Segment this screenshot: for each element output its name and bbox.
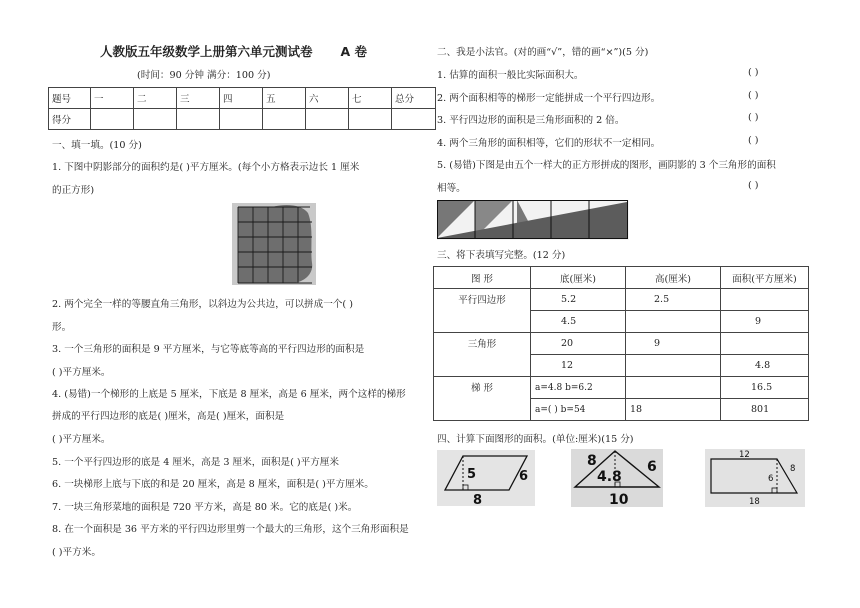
question-text: 5. 一个平行四边形的底是 4 厘米，高是 3 厘米，面积是( )平方厘米 <box>52 457 339 468</box>
score-cell: 七 <box>349 88 392 109</box>
fig2-base: 10 <box>609 492 629 507</box>
table-cell: 4.8 <box>721 355 809 377</box>
section-heading: 三、将下表填写完整。(12 分) <box>437 250 566 261</box>
fig2-right: 6 <box>647 459 657 475</box>
question-text: 2. 两个完全一样的等腰直角三角形，以斜边为公共边，可以拼成一个( ) <box>52 299 353 310</box>
fig3-top: 12 <box>739 450 750 460</box>
answer-paren[interactable]: ( ) <box>748 135 759 146</box>
judge-item: 4. 两个三角形的面积相等，它们的形状不一定相同。 <box>437 138 661 149</box>
table-header: 图 形 <box>434 267 531 289</box>
table-cell[interactable] <box>721 333 809 355</box>
fig1-height: 5 <box>467 467 477 482</box>
table-cell: 9 <box>721 311 809 333</box>
question-text: 8. 在一个面积是 36 平方米的平行四边形里剪一个最大的三角形，这个三角形面积是 <box>52 524 409 535</box>
score-cell: 六 <box>306 88 349 109</box>
score-input-cell[interactable] <box>306 109 349 130</box>
score-input-cell[interactable] <box>177 109 220 130</box>
score-cell: 五 <box>263 88 306 109</box>
question-text: 1. 下图中阴影部分的面积约是( )平方厘米。(每个小方格表示边长 1 厘米 <box>52 162 360 173</box>
question-text: 3. 一个三角形的面积是 9 平方厘米，与它等底等高的平行四边形的面积是 <box>52 344 365 355</box>
fig2-height: 4.8 <box>597 469 622 485</box>
question-text: 拼成的平行四边形的底是( )厘米，高是( )厘米，面积是 <box>52 411 285 422</box>
table-cell: 16.5 <box>721 377 809 399</box>
fig1-side: 6 <box>519 469 529 484</box>
table-header: 面积(平方厘米) <box>721 267 809 289</box>
table-header: 高(厘米) <box>626 267 721 289</box>
table-cell: 20 <box>531 333 626 355</box>
judge-item: 5. (易错)下图是由五个一样大的正方形拼成的图形，画阴影的 3 个三角形的面积 <box>437 160 776 171</box>
score-input-cell[interactable] <box>392 109 436 130</box>
table-cell: 9 <box>626 333 721 355</box>
table-cell[interactable]: a=( ) b=54 <box>531 399 626 421</box>
section-heading: 二、我是小法官。(对的画“√”，错的画“×”)(5 分) <box>437 47 649 58</box>
question-text: ( )平方厘米。 <box>52 434 111 445</box>
table-cell: 18 <box>626 399 721 421</box>
score-cell: 得分 <box>49 109 91 130</box>
score-cell: 总分 <box>392 88 436 109</box>
score-input-cell[interactable] <box>349 109 392 130</box>
score-cell: 一 <box>91 88 134 109</box>
score-cell: 四 <box>220 88 263 109</box>
table-cell: a=4.8 b=6.2 <box>531 377 626 399</box>
table-cell: 801 <box>721 399 809 421</box>
question-text: 6. 一块梯形上底与下底的和是 20 厘米，高是 8 厘米，面积是( )平方厘米。 <box>52 479 374 490</box>
answer-paren[interactable]: ( ) <box>748 180 759 191</box>
judge-item: 1. 估算的面积一般比实际面积大。 <box>437 70 584 81</box>
table-cell[interactable] <box>626 355 721 377</box>
section-heading: 四、计算下面图形的面积。(单位:厘米)(15 分) <box>437 434 634 445</box>
score-input-cell[interactable] <box>220 109 263 130</box>
table-cell[interactable] <box>626 311 721 333</box>
trapezoid-figure <box>705 449 805 507</box>
score-cell: 题号 <box>49 88 91 109</box>
answer-paren[interactable]: ( ) <box>748 90 759 101</box>
five-squares-figure <box>437 200 629 240</box>
question-text: ( )平方米。 <box>52 547 101 558</box>
score-input-cell[interactable] <box>263 109 306 130</box>
section-heading: 一、填一填。(10 分) <box>52 140 142 151</box>
table-cell: 4.5 <box>531 311 626 333</box>
parallelogram-figure <box>437 450 535 506</box>
fig2-left: 8 <box>587 453 597 469</box>
question-text: 的正方形) <box>52 185 95 196</box>
table-cell[interactable] <box>626 377 721 399</box>
judge-item: 2. 两个面积相等的梯形一定能拼成一个平行四边形。 <box>437 93 661 104</box>
question-text: 4. (易错)一个梯形的上底是 5 厘米，下底是 8 厘米，高是 6 厘米，两个这样的梯形 <box>52 389 406 400</box>
score-table <box>48 87 436 130</box>
fig1-base: 8 <box>473 493 483 506</box>
grid-figure <box>232 203 316 285</box>
judge-item: 3. 平行四边形的面积是三角形面积的 2 倍。 <box>437 115 625 126</box>
question-text: 形。 <box>52 322 72 333</box>
triangle-figure <box>571 449 663 507</box>
answer-paren[interactable]: ( ) <box>748 67 759 78</box>
fill-table <box>433 266 809 421</box>
fig3-base: 18 <box>749 497 760 507</box>
fig3-height: 6 <box>768 474 774 484</box>
score-input-cell[interactable] <box>134 109 177 130</box>
question-text: 7. 一块三角形菜地的面积是 720 平方米，高是 80 米。它的底是( )米。 <box>52 502 358 513</box>
shape-name: 三角形 <box>434 333 531 377</box>
table-cell[interactable]: 2.5 <box>626 289 721 311</box>
question-text: ( )平方厘米。 <box>52 367 111 378</box>
score-cell: 三 <box>177 88 220 109</box>
score-input-cell[interactable] <box>91 109 134 130</box>
shape-name: 梯 形 <box>434 377 531 421</box>
exam-meta: (时间：90 分钟 满分：100 分) <box>137 70 271 81</box>
table-cell: 5.2 <box>531 289 626 311</box>
table-header: 底(厘米) <box>531 267 626 289</box>
page-title: 人教版五年级数学上册第六单元测试卷 A 卷 <box>100 44 368 59</box>
shape-name: 平行四边形 <box>434 289 531 333</box>
score-cell: 二 <box>134 88 177 109</box>
fig3-side: 8 <box>790 464 796 474</box>
answer-paren[interactable]: ( ) <box>748 112 759 123</box>
judge-item: 相等。 <box>437 183 466 194</box>
table-cell[interactable] <box>721 289 809 311</box>
table-cell: 12 <box>531 355 626 377</box>
